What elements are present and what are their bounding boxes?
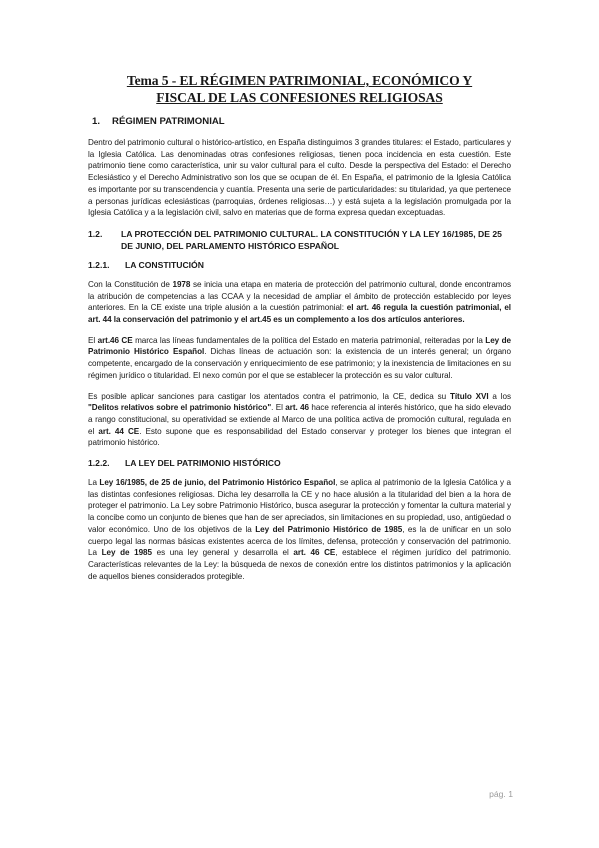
paragraph-art46: El art.46 CE marca las líneas fundamentales de la política del Estado en materia patrimonial, reiteradas por la Ley de Patrimonio Histórico Español. Dichas líneas de actuación son: la existencia de un interés general; un órgano competente, encargado de la conservación y enriquecimiento de ese patrimonio; y la inexistencia de limitaciones en su régimen jurídico o titularidad. El nexo común por el que se establecer la protección es su valor cultural. (88, 335, 511, 380)
section-label: LA CONSTITUCIÓN (125, 259, 204, 270)
section-number: 1.2.2. (88, 458, 110, 469)
document-title (88, 72, 511, 106)
section-heading-1-2 (88, 228, 511, 252)
section-heading-1-2-1 (88, 260, 511, 270)
section-heading-1-2-2 (88, 458, 511, 468)
section-number: 1. (92, 116, 101, 127)
paragraph-sanciones: Es posible aplicar sanciones para castigar los atentados contra el patrimonio, la CE, dedica su Título XVI a los "Delitos relativos sobre el patrimonio histórico". El art. 46 hace referencia al interés histórico, que ha sido elevado a rango constitucional, su operatividad se extiende al Marco de una política activa de promoción cultural, regulada en el art. 44 CE. Esto supone que es responsabilidad del Estado conservar y proteger los bienes que integran el patrimonio histórico. (88, 391, 512, 448)
title-line-2: FISCAL DE LAS CONFESIONES RELIGIOSAS (156, 90, 443, 105)
section-label: LA PROTECCIÓN DEL PATRIMONIO CULTURAL. LA CONSTITUCIÓN Y LA LEY 16/1985, DE 25 DE JUNIO, DEL PARLAMENTO HISTÓRICO ESPAÑOL (121, 228, 502, 251)
page-number: pág. 1 (489, 789, 513, 799)
section-number: 1.2.1. (88, 259, 110, 270)
section-label: LA LEY DEL PATRIMONIO HISTÓRICO (125, 458, 281, 469)
paragraph-constitucion: Con la Constitución de 1978 se inicia una etapa en materia de protección del patrimonio cultural, donde encontramos la atribución de competencias a las CCAA y la necesidad de ampliar el ámbito de protección establecido por leyes anteriores. En la CE existe una triple alusión a la cuestión patrimonial: el art. 46 regula la cuestión patrimonial, el art. 44 la conservación del patrimonio y el art.45 es un complemento a los dos artículos anteriores. (88, 279, 511, 325)
document-body (88, 116, 511, 591)
title-line-1: Tema 5 - EL RÉGIMEN PATRIMONIAL, ECONÓMICO Y (126, 73, 473, 88)
section-heading-1 (88, 116, 511, 127)
paragraph-intro: Dentro del patrimonio cultural o histórico-artístico, en España distinguimos 3 grandes titulares: el Estado, particulares y la Iglesia Católica. Las denominadas otras confesiones religiosas, tienen poca incidencia en esta cuestión. Este patrimonio tiene como característica, unir su valor cultural para el culto. Desde la perspectiva del Estado: el Derecho Eclesiástico y el Derecho Administrativo son los que se ocupan de él. En España, el patrimonio de la Iglesia Católica es importante por su transcendencia y cuantía. Presenta una serie de particularidades: su titularidad, ya que pertenece a personas jurídicas eclesiásticas (parroquias, órdenes religiosas…) y está sujeta a la legislación promulgada por la Iglesia Católica y a la legislación civil, salvo en materias que de forma expresa quedan exceptuadas. (88, 138, 511, 218)
paragraph-ley-patrimonio: La Ley 16/1985, de 25 de junio, del Patrimonio Histórico Español, se aplica al patrimonio de la Iglesia Católica y a las distintas confesiones religiosas. Dicha ley desarrolla la CE y no hace alusión a la titularidad del bien a la hora de proteger el patrimonio. La Ley sobre Patrimonio Histórico, busca asegurar la protección y fomentar la cultura material y la concibe como un conjunto de bienes que han de ser apreciados, sin limitaciones en su propiedad, uso, antigüedad o valor económico. Uno de los objetivos de la Ley del Patrimonio Histórico de 1985, es la de unificar en un solo cuerpo legal las normas básicas existentes acerca de los límites, defensa, protección y conservación del patrimonio. La Ley de 1985 es una ley general y desarrolla el art. 46 CE, establece el régimen jurídico del patrimonio. Características relevantes de la Ley: la búsqueda de nexos de conexión entre los distintos patrimonios y la aplicación de aquellos bienes considerados protegible. (88, 478, 512, 581)
section-label: RÉGIMEN PATRIMONIAL (112, 116, 225, 127)
section-number: 1.2. (88, 228, 103, 239)
